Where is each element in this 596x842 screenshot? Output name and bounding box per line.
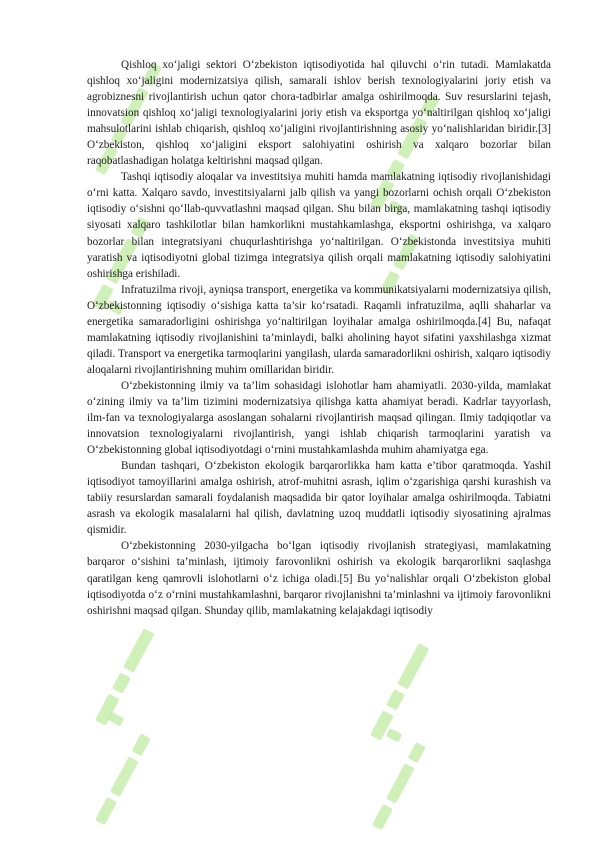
paragraph-science-education: O‘zbekistonning ilmiy va ta’lim sohasidagi islohotlar ham ahamiyatli. 2030-yilda, mamlakat o‘zining ilmiy va ta’lim tizimini modernizatsiya qilishga katta ahamiyat beradi. Kadrlar tayyorlash, ilm-fan va texnologiyalarga asoslangan sohalarni rivojlantirish maqsad qilingan. Ilmiy tadqiqotlar va innovatsion texnologiyalarni rivojlantirish, yangi ishlab chiqarish tarmoqlarini yaratish va O‘zbekistonning global iqtisodiyotdagi o‘rnini mustahkamlashda muhim ahamiyatga ega. bbox=[87, 379, 551, 457]
document-body bbox=[87, 57, 551, 619]
paragraph-infrastructure: Infratuzilma rivoji, ayniqsa transport, energetika va kommunikatsiyalarni modernizatsiya qilish, O‘zbekistonning iqtisodiy o‘sishiga katta ta’sir ko‘rsatadi. Raqamli infratuzilma, aqlli shaharlar va energetika samaradorligini oshirishga yo‘naltirilgan loyihalar amalga oshirilmoqda.[4] Bu, nafaqat mamlakatning iqtisodiy rivojlanishini ta’minlaydi, balki aholining hayot sifatini yaxshilashga xizmat qiladi. Transport va energetika tarmoqlarini yangilash, ularda samaradorlikni oshirish, xalqaro iqtisodiy aloqalarni rivojlantirishning muhim omillaridan biridir. bbox=[87, 283, 551, 376]
paragraph-foreign-economy: Tashqi iqtisodiy aloqalar va investitsiya muhiti hamda mamlakatning iqtisodiy rivojlanishidagi o‘rni katta. Xalqaro savdo, investitsiyalarni jalb qilish va yangi bozorlarni ochish orqali O‘zbekiston iqtisodiy o‘sishni qo‘llab-quvvatlashni maqsad qilgan. Shu bilan birga, mamlakatning tashqi iqtisodiy siyosati xalqaro tashkilotlar bilan hamkorlikni mustahkamlashga, eksportni oshirishga, va xalqaro bozorlar bilan integratsiyani chuqurlashtirishga yo‘naltirilgan. O‘zbekistonda investitsiya muhiti yaratish va iqtisodiyotni global tizimga integratsiya qilish orqali mamlakatning iqtisodiy salohiyatini oshirishga erishiladi. bbox=[87, 171, 551, 280]
paragraph-ecology: Bundan tashqari, O‘zbekiston ekologik barqarorlikka ham katta e’tibor qaratmoqda. Yashil iqtisodiyot tamoyillarini amalga oshirish, atrof-muhitni asrash, iqlim o‘zgarishiga qarshi kurashish va tabiiy resurslardan samarali foydalanish maqsadida bir qator loyihalar amalga oshirilmoqda. Tabiatni asrash va ekologik masalalarni hal qilish, davlatning uzoq muddatli iqtisodiy siyosatining ajralmas qismidir. bbox=[87, 460, 551, 537]
paragraph-agriculture: Qishloq xo‘jaligi sektori O‘zbekiston iqtisodiyotida hal qiluvchi o‘rin tutadi. Mamlakatda qishloq xo‘jaligini modernizatsiya qilish, samarali ishlov berish texnologiyalarini joriy etish va agrobiznesni rivojlantirish uchun qator chora-tadbirlar amalga oshirilmoqda. Suv resurslarini tejash, innovatsion qishloq xo‘jaligi texnologiyalarini joriy etish va eksportga yo‘naltirilgan qishloq xo‘jaligi mahsulotlarini ishlab chiqarish, qishloq xo‘jaligini rivojlantirishning asosiy yo‘nalishlaridan biridir.[3] O‘zbekiston, qishloq xo‘jaligini eksport salohiyatini oshirish va xalqaro bozorlar bilan raqobatlashadigan holatga keltirishni maqsad qilgan. bbox=[87, 59, 551, 168]
paragraph-strategy-2030: O‘zbekistonning 2030-yilgacha bo‘lgan iqtisodiy rivojlanish strategiyasi, mamlakatning barqaror o‘sishini ta’minlash, ijtimoiy farovonlikni oshirish va ekologik barqarorlikni saqlashga qaratilgan keng qamrovli islohotlarni o‘z ichiga oladi.[5] Bu yo‘nalishlar orqali O‘zbekiston global iqtisodiyotda o‘z o‘rnini mustahkamlashni, barqaror rivojlanishni ta’minlashni va ijtimoiy farovonlikni oshirishni maqsad qilgan. Shunday qilib, mamlakatning kelajakdagi iqtisodiy bbox=[87, 540, 551, 617]
